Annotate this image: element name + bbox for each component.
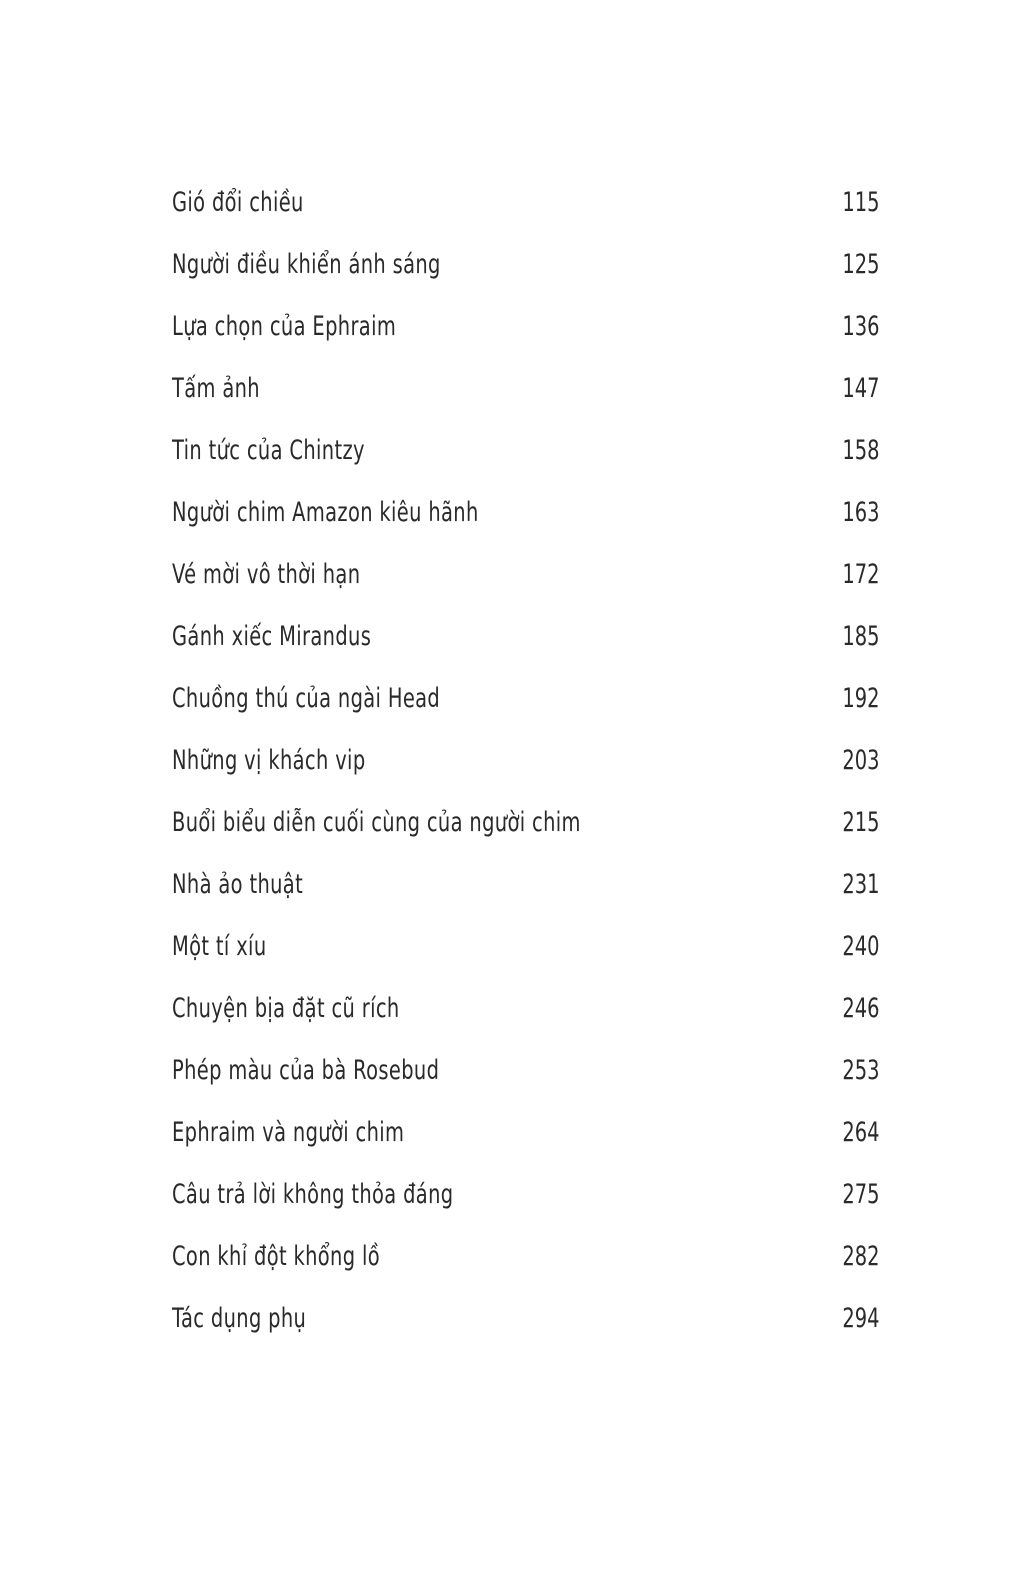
toc-entry bbox=[172, 668, 880, 730]
toc-entry bbox=[172, 1164, 880, 1226]
toc-entry bbox=[172, 172, 880, 234]
toc-entry-page: 192 bbox=[842, 683, 880, 714]
toc-entry-page: 115 bbox=[842, 187, 880, 218]
toc-entry bbox=[172, 358, 880, 420]
toc-entry-title: Chuồng thú của ngài Head bbox=[172, 683, 441, 714]
toc-entry bbox=[172, 916, 880, 978]
toc-entry bbox=[172, 544, 880, 606]
toc-entry-page: 253 bbox=[842, 1055, 880, 1086]
toc-entry bbox=[172, 1226, 880, 1288]
toc-entry bbox=[172, 792, 880, 854]
toc-entry-title: Người chim Amazon kiêu hãnh bbox=[172, 497, 479, 528]
toc-entry-title: Buổi biểu diễn cuối cùng của người chim bbox=[172, 807, 581, 838]
toc-entry-page: 185 bbox=[842, 621, 880, 652]
toc-entry-title: Tin tức của Chintzy bbox=[172, 435, 365, 466]
toc-entry-page: 282 bbox=[842, 1241, 880, 1272]
toc-entry-title: Ephraim và người chim bbox=[172, 1117, 405, 1148]
toc-entry-title: Chuyện bịa đặt cũ rích bbox=[172, 993, 400, 1024]
toc-entry bbox=[172, 420, 880, 482]
toc-entry-page: 172 bbox=[842, 559, 880, 590]
toc-entry bbox=[172, 730, 880, 792]
toc-entry bbox=[172, 482, 880, 544]
toc-entry-page: 240 bbox=[842, 931, 880, 962]
toc-entry-title: Gánh xiếc Mirandus bbox=[172, 621, 372, 652]
toc-entry-title: Phép màu của bà Rosebud bbox=[172, 1055, 440, 1086]
toc-entry-title: Gió đổi chiều bbox=[172, 187, 304, 218]
toc-entry-page: 125 bbox=[842, 249, 880, 280]
toc-entry-page: 275 bbox=[842, 1179, 880, 1210]
toc-entry-page: 246 bbox=[842, 993, 880, 1024]
toc-entry-page: 203 bbox=[842, 745, 880, 776]
toc-entry-title: Tác dụng phụ bbox=[172, 1303, 307, 1334]
toc-entry bbox=[172, 978, 880, 1040]
toc-entry-page: 158 bbox=[842, 435, 880, 466]
toc-entry-page: 163 bbox=[842, 497, 880, 528]
toc-entry-title: Lựa chọn của Ephraim bbox=[172, 311, 397, 342]
toc-entry-page: 215 bbox=[842, 807, 880, 838]
toc-entry-page: 136 bbox=[842, 311, 880, 342]
toc-entry-page: 264 bbox=[842, 1117, 880, 1148]
toc-entry-title: Nhà ảo thuật bbox=[172, 869, 304, 900]
toc-entry-title: Câu trả lời không thỏa đáng bbox=[172, 1179, 454, 1210]
toc-entry-page: 294 bbox=[842, 1303, 880, 1334]
toc-entry-page: 231 bbox=[842, 869, 880, 900]
toc-entry-page: 147 bbox=[842, 373, 880, 404]
toc-entry-title: Con khỉ đột khổng lồ bbox=[172, 1241, 380, 1272]
toc-entry bbox=[172, 296, 880, 358]
toc-entry bbox=[172, 1040, 880, 1102]
toc-entry bbox=[172, 234, 880, 296]
toc-entry-title: Vé mời vô thời hạn bbox=[172, 559, 361, 590]
toc-entry bbox=[172, 1288, 880, 1350]
toc-entry bbox=[172, 606, 880, 668]
toc-entry-title: Tấm ảnh bbox=[172, 373, 260, 404]
table-of-contents bbox=[172, 172, 880, 1350]
toc-entry bbox=[172, 1102, 880, 1164]
toc-entry-title: Những vị khách vip bbox=[172, 745, 366, 776]
toc-entry bbox=[172, 854, 880, 916]
toc-entry-title: Một tí xíu bbox=[172, 931, 267, 962]
toc-entry-title: Người điều khiển ánh sáng bbox=[172, 249, 441, 280]
